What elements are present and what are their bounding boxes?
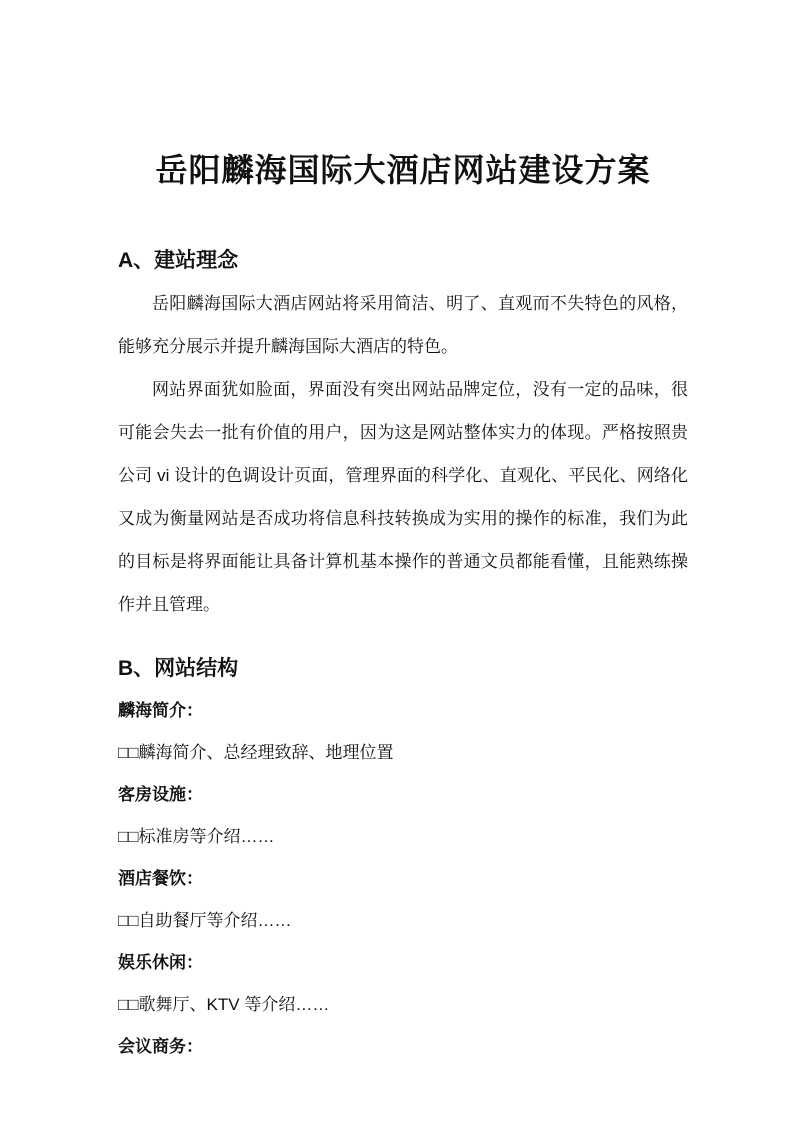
site-structure-list xyxy=(118,690,688,1068)
structure-label-entertainment: 娱乐休闲： xyxy=(118,953,203,972)
section-a-heading: A、建站理念 xyxy=(118,249,239,272)
structure-label-guest-rooms: 客房设施： xyxy=(118,785,203,804)
section-site-structure xyxy=(118,656,688,1068)
structure-item-guest-rooms: □□标准房等介绍…… xyxy=(118,827,275,846)
section-build-concept xyxy=(118,248,688,626)
section-a-paragraph-2: 网站界面犹如脸面，界面没有突出网站品牌定位，没有一定的品味，很可能会失去一批有价值的用户，因为这是网站整体实力的体现。严格按照贵公司 vi 设计的色调设计页面，管理界面的科学化、直观化、平民化、网络化又成为衡量网站是否成功将信息科技转换成为实用的操作的标准，我们为此的目标是将界面能让具备计算机基本操作的普通文员都能看懂，且能熟练操作并且管理。 xyxy=(118,380,688,614)
section-a-paragraph-1: 岳阳麟海国际大酒店网站将采用简洁、明了、直观而不失特色的风格，能够充分展示并提升麟海国际大酒店的特色。 xyxy=(118,294,688,356)
section-b-heading: B、网站结构 xyxy=(118,657,239,680)
structure-item-linhai-intro: □□麟海简介、总经理致辞、地理位置 xyxy=(118,743,394,762)
structure-item-dining: □□自助餐厅等介绍…… xyxy=(118,911,292,930)
document-title: 岳阳麟海国际大酒店网站建设方案 xyxy=(155,152,651,188)
structure-label-linhai-intro: 麟海简介： xyxy=(118,701,203,720)
structure-item-entertainment: □□歌舞厅、KTV 等介绍…… xyxy=(118,995,330,1014)
structure-label-business-meetings: 会议商务： xyxy=(118,1037,203,1056)
structure-label-dining: 酒店餐饮： xyxy=(118,869,203,888)
